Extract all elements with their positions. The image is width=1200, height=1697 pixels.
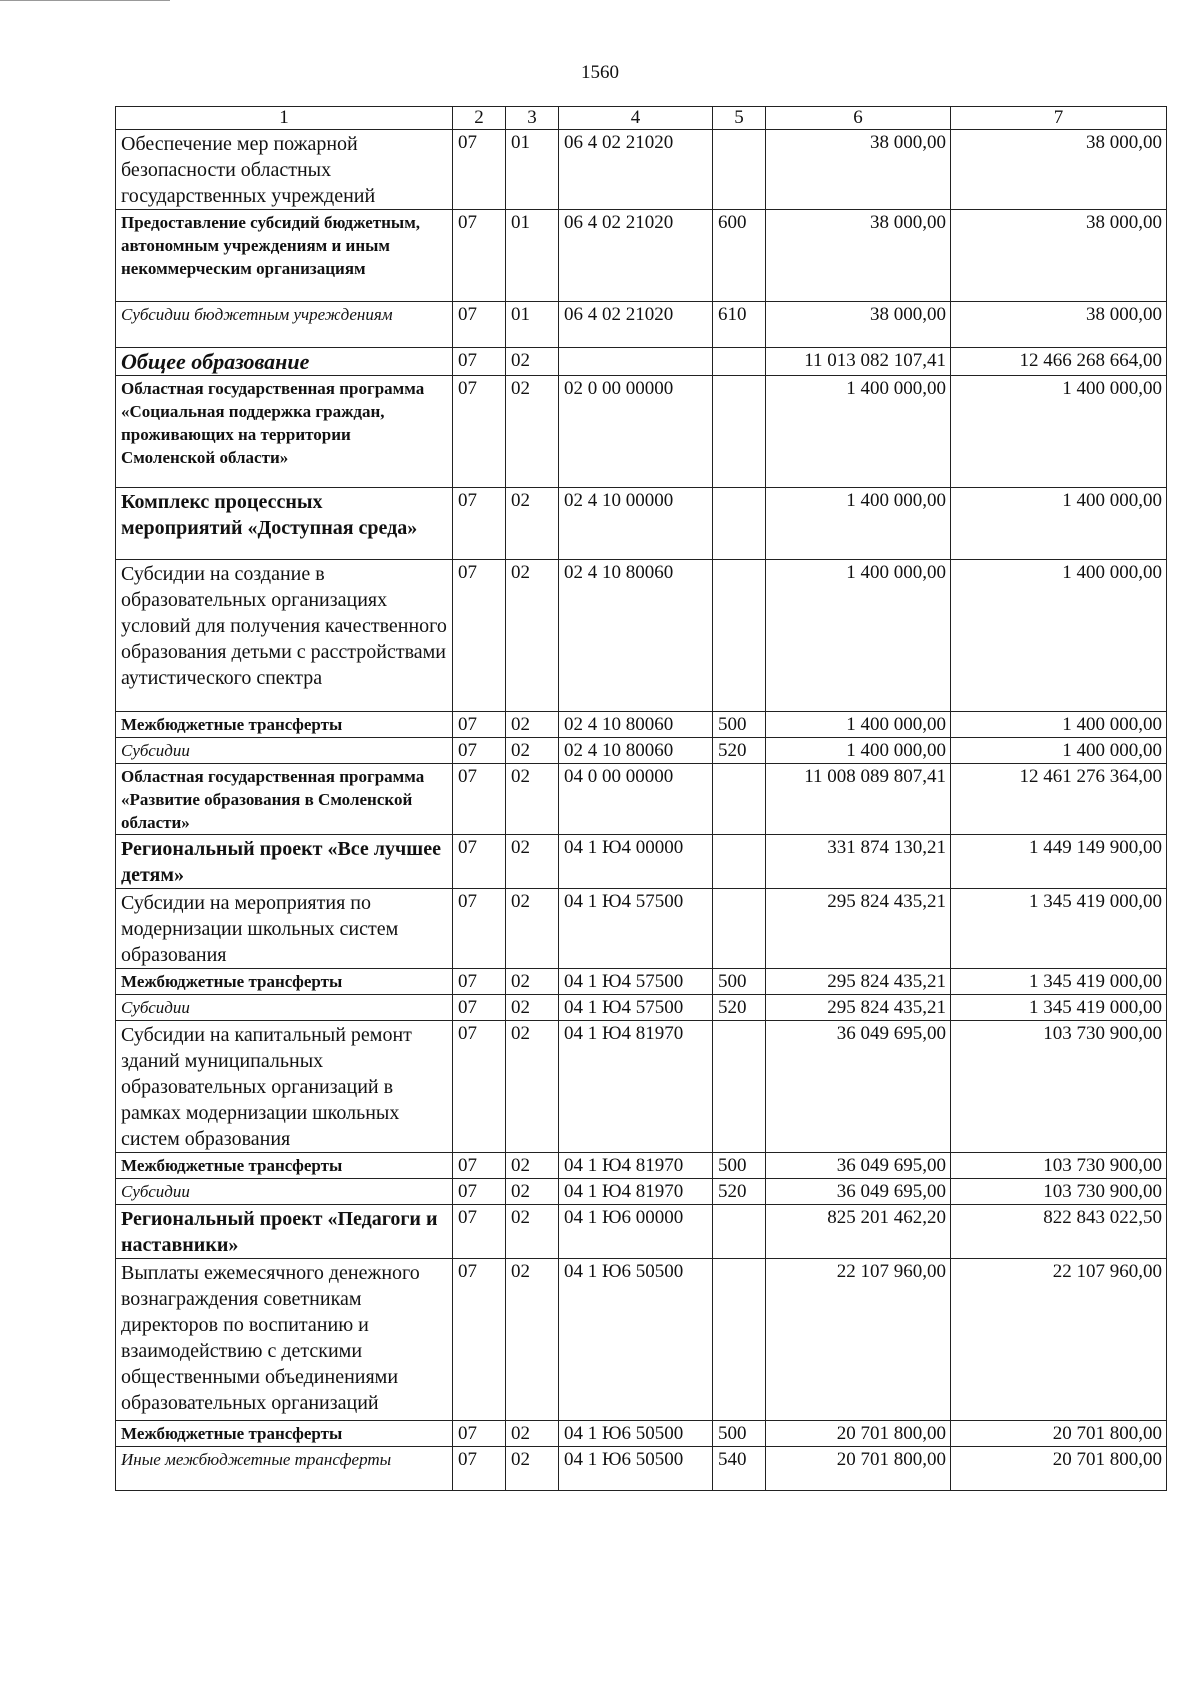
row-name-cell: Субсидии bbox=[116, 738, 453, 764]
row-expense-type-cell: 520 bbox=[713, 1179, 766, 1205]
row-target-article-cell: 02 0 00 00000 bbox=[559, 376, 713, 488]
table-row bbox=[116, 302, 1167, 348]
row-amount-year2-cell: 38 000,00 bbox=[951, 130, 1167, 210]
row-target-article-cell: 02 4 10 80060 bbox=[559, 712, 713, 738]
row-subsection-cell: 02 bbox=[506, 560, 559, 712]
table-row bbox=[116, 738, 1167, 764]
row-target-article-cell bbox=[559, 348, 713, 376]
row-section-cell: 07 bbox=[453, 1259, 506, 1421]
table-row bbox=[116, 764, 1167, 835]
table-row bbox=[116, 210, 1167, 302]
row-subsection-cell: 02 bbox=[506, 1179, 559, 1205]
row-amount-year2-cell: 103 730 900,00 bbox=[951, 1179, 1167, 1205]
row-amount-year2-cell: 1 345 419 000,00 bbox=[951, 889, 1167, 969]
row-amount-year1-cell: 295 824 435,21 bbox=[766, 889, 951, 969]
row-name-cell: Комплекс процессных мероприятий «Доступная среда» bbox=[116, 488, 453, 560]
row-amount-year1-cell: 20 701 800,00 bbox=[766, 1447, 951, 1491]
row-amount-year1-cell: 825 201 462,20 bbox=[766, 1205, 951, 1259]
table-row bbox=[116, 995, 1167, 1021]
row-subsection-cell: 02 bbox=[506, 889, 559, 969]
row-name-cell: Субсидии бюджетным учреждениям bbox=[116, 302, 453, 348]
row-section-cell: 07 bbox=[453, 348, 506, 376]
row-expense-type-cell bbox=[713, 488, 766, 560]
row-target-article-cell: 04 1 Ю4 81970 bbox=[559, 1153, 713, 1179]
row-name-cell: Общее образование bbox=[116, 348, 453, 376]
row-expense-type-cell bbox=[713, 889, 766, 969]
row-target-article-cell: 04 1 Ю4 57500 bbox=[559, 889, 713, 969]
row-amount-year1-cell: 1 400 000,00 bbox=[766, 738, 951, 764]
row-amount-year1-cell: 11 013 082 107,41 bbox=[766, 348, 951, 376]
row-section-cell: 07 bbox=[453, 738, 506, 764]
row-amount-year1-cell: 11 008 089 807,41 bbox=[766, 764, 951, 835]
row-subsection-cell: 01 bbox=[506, 210, 559, 302]
table-row bbox=[116, 1421, 1167, 1447]
row-target-article-cell: 04 1 Ю4 57500 bbox=[559, 995, 713, 1021]
row-amount-year2-cell: 1 400 000,00 bbox=[951, 376, 1167, 488]
row-subsection-cell: 02 bbox=[506, 1021, 559, 1153]
row-amount-year2-cell: 1 400 000,00 bbox=[951, 738, 1167, 764]
row-amount-year2-cell: 1 345 419 000,00 bbox=[951, 969, 1167, 995]
row-subsection-cell: 02 bbox=[506, 764, 559, 835]
row-target-article-cell: 04 1 Ю6 50500 bbox=[559, 1259, 713, 1421]
row-name-cell: Региональный проект «Все лучшее детям» bbox=[116, 835, 453, 889]
row-name-cell: Субсидии bbox=[116, 1179, 453, 1205]
row-target-article-cell: 04 1 Ю4 81970 bbox=[559, 1021, 713, 1153]
row-expense-type-cell: 500 bbox=[713, 712, 766, 738]
table-row bbox=[116, 1021, 1167, 1153]
row-subsection-cell: 02 bbox=[506, 488, 559, 560]
table-row bbox=[116, 130, 1167, 210]
row-section-cell: 07 bbox=[453, 1021, 506, 1153]
row-expense-type-cell bbox=[713, 764, 766, 835]
row-target-article-cell: 04 1 Ю6 50500 bbox=[559, 1447, 713, 1491]
row-expense-type-cell bbox=[713, 348, 766, 376]
row-amount-year2-cell: 1 449 149 900,00 bbox=[951, 835, 1167, 889]
row-section-cell: 07 bbox=[453, 560, 506, 712]
row-expense-type-cell bbox=[713, 130, 766, 210]
row-subsection-cell: 02 bbox=[506, 712, 559, 738]
row-amount-year1-cell: 1 400 000,00 bbox=[766, 712, 951, 738]
row-subsection-cell: 02 bbox=[506, 1447, 559, 1491]
row-amount-year1-cell: 36 049 695,00 bbox=[766, 1153, 951, 1179]
row-amount-year1-cell: 295 824 435,21 bbox=[766, 969, 951, 995]
header-col-1: 1 bbox=[116, 107, 453, 130]
row-subsection-cell: 01 bbox=[506, 302, 559, 348]
table-row bbox=[116, 712, 1167, 738]
row-target-article-cell: 04 1 Ю4 81970 bbox=[559, 1179, 713, 1205]
row-amount-year2-cell: 103 730 900,00 bbox=[951, 1021, 1167, 1153]
row-expense-type-cell: 610 bbox=[713, 302, 766, 348]
header-col-5: 5 bbox=[713, 107, 766, 130]
table-row bbox=[116, 1259, 1167, 1421]
row-section-cell: 07 bbox=[453, 764, 506, 835]
row-amount-year2-cell: 1 345 419 000,00 bbox=[951, 995, 1167, 1021]
row-amount-year1-cell: 22 107 960,00 bbox=[766, 1259, 951, 1421]
row-expense-type-cell: 500 bbox=[713, 1153, 766, 1179]
row-name-cell: Обеспечение мер пожарной безопасности областных государственных учреждений bbox=[116, 130, 453, 210]
row-amount-year2-cell: 1 400 000,00 bbox=[951, 712, 1167, 738]
row-amount-year1-cell: 36 049 695,00 bbox=[766, 1021, 951, 1153]
header-col-3: 3 bbox=[506, 107, 559, 130]
table-row bbox=[116, 488, 1167, 560]
table-row bbox=[116, 1447, 1167, 1491]
row-subsection-cell: 02 bbox=[506, 1259, 559, 1421]
row-target-article-cell: 04 1 Ю6 00000 bbox=[559, 1205, 713, 1259]
row-section-cell: 07 bbox=[453, 488, 506, 560]
row-expense-type-cell bbox=[713, 1205, 766, 1259]
header-col-4: 4 bbox=[559, 107, 713, 130]
table-row bbox=[116, 1205, 1167, 1259]
row-expense-type-cell bbox=[713, 376, 766, 488]
row-expense-type-cell bbox=[713, 1021, 766, 1153]
row-amount-year1-cell: 20 701 800,00 bbox=[766, 1421, 951, 1447]
row-amount-year2-cell: 103 730 900,00 bbox=[951, 1153, 1167, 1179]
row-name-cell: Межбюджетные трансферты bbox=[116, 969, 453, 995]
row-amount-year2-cell: 22 107 960,00 bbox=[951, 1259, 1167, 1421]
row-subsection-cell: 02 bbox=[506, 1421, 559, 1447]
row-name-cell: Межбюджетные трансферты bbox=[116, 1421, 453, 1447]
row-amount-year2-cell: 1 400 000,00 bbox=[951, 560, 1167, 712]
header-row bbox=[116, 107, 1167, 130]
row-name-cell: Межбюджетные трансферты bbox=[116, 712, 453, 738]
row-amount-year2-cell: 38 000,00 bbox=[951, 302, 1167, 348]
row-amount-year1-cell: 36 049 695,00 bbox=[766, 1179, 951, 1205]
row-expense-type-cell bbox=[713, 560, 766, 712]
row-section-cell: 07 bbox=[453, 1205, 506, 1259]
budget-table bbox=[115, 106, 1167, 1491]
row-name-cell: Региональный проект «Педагоги и наставники» bbox=[116, 1205, 453, 1259]
row-amount-year2-cell: 12 461 276 364,00 bbox=[951, 764, 1167, 835]
row-amount-year1-cell: 1 400 000,00 bbox=[766, 560, 951, 712]
row-section-cell: 07 bbox=[453, 835, 506, 889]
row-target-article-cell: 04 1 Ю4 00000 bbox=[559, 835, 713, 889]
row-target-article-cell: 02 4 10 80060 bbox=[559, 560, 713, 712]
row-name-cell: Иные межбюджетные трансферты bbox=[116, 1447, 453, 1491]
row-subsection-cell: 02 bbox=[506, 835, 559, 889]
table-row bbox=[116, 969, 1167, 995]
row-amount-year1-cell: 331 874 130,21 bbox=[766, 835, 951, 889]
row-expense-type-cell bbox=[713, 835, 766, 889]
row-name-cell: Выплаты ежемесячного денежного вознаграждения советникам директоров по воспитанию и взаимодействию с детскими общественными объединениями образовательных организаций bbox=[116, 1259, 453, 1421]
row-name-cell: Областная государственная программа «Развитие образования в Смоленской области» bbox=[116, 764, 453, 835]
row-expense-type-cell: 520 bbox=[713, 995, 766, 1021]
row-amount-year1-cell: 38 000,00 bbox=[766, 210, 951, 302]
row-subsection-cell: 02 bbox=[506, 969, 559, 995]
table-row bbox=[116, 560, 1167, 712]
row-section-cell: 07 bbox=[453, 995, 506, 1021]
row-target-article-cell: 06 4 02 21020 bbox=[559, 210, 713, 302]
row-target-article-cell: 06 4 02 21020 bbox=[559, 130, 713, 210]
row-amount-year1-cell: 38 000,00 bbox=[766, 302, 951, 348]
table-row bbox=[116, 376, 1167, 488]
row-section-cell: 07 bbox=[453, 130, 506, 210]
row-section-cell: 07 bbox=[453, 302, 506, 348]
row-section-cell: 07 bbox=[453, 210, 506, 302]
scan-mark bbox=[0, 0, 170, 1]
table-row bbox=[116, 889, 1167, 969]
row-target-article-cell: 04 0 00 00000 bbox=[559, 764, 713, 835]
table-row bbox=[116, 348, 1167, 376]
row-expense-type-cell: 500 bbox=[713, 1421, 766, 1447]
row-amount-year2-cell: 1 400 000,00 bbox=[951, 488, 1167, 560]
row-section-cell: 07 bbox=[453, 712, 506, 738]
row-name-cell: Межбюджетные трансферты bbox=[116, 1153, 453, 1179]
row-expense-type-cell: 500 bbox=[713, 969, 766, 995]
table-row bbox=[116, 835, 1167, 889]
row-name-cell: Предоставление субсидий бюджетным, автономным учреждениям и иным некоммерческим организациям bbox=[116, 210, 453, 302]
row-target-article-cell: 04 1 Ю4 57500 bbox=[559, 969, 713, 995]
row-section-cell: 07 bbox=[453, 889, 506, 969]
row-name-cell: Субсидии на создание в образовательных организациях условий для получения качественного образования детьми с расстройствами аутистического спектра bbox=[116, 560, 453, 712]
page-number: 1560 bbox=[581, 62, 619, 83]
row-amount-year2-cell: 20 701 800,00 bbox=[951, 1447, 1167, 1491]
row-section-cell: 07 bbox=[453, 969, 506, 995]
table-row bbox=[116, 1153, 1167, 1179]
row-section-cell: 07 bbox=[453, 376, 506, 488]
row-section-cell: 07 bbox=[453, 1447, 506, 1491]
row-subsection-cell: 02 bbox=[506, 1205, 559, 1259]
header-col-6: 6 bbox=[766, 107, 951, 130]
row-subsection-cell: 02 bbox=[506, 1153, 559, 1179]
row-name-cell: Субсидии на капитальный ремонт зданий муниципальных образовательных организаций в рамках модернизации школьных систем образования bbox=[116, 1021, 453, 1153]
row-subsection-cell: 02 bbox=[506, 376, 559, 488]
row-amount-year2-cell: 12 466 268 664,00 bbox=[951, 348, 1167, 376]
row-amount-year1-cell: 1 400 000,00 bbox=[766, 488, 951, 560]
row-name-cell: Субсидии bbox=[116, 995, 453, 1021]
row-expense-type-cell bbox=[713, 1259, 766, 1421]
row-section-cell: 07 bbox=[453, 1179, 506, 1205]
header-col-2: 2 bbox=[453, 107, 506, 130]
row-amount-year2-cell: 38 000,00 bbox=[951, 210, 1167, 302]
header-col-7: 7 bbox=[951, 107, 1167, 130]
row-subsection-cell: 02 bbox=[506, 738, 559, 764]
row-subsection-cell: 02 bbox=[506, 348, 559, 376]
row-subsection-cell: 01 bbox=[506, 130, 559, 210]
row-amount-year1-cell: 1 400 000,00 bbox=[766, 376, 951, 488]
row-expense-type-cell: 520 bbox=[713, 738, 766, 764]
row-section-cell: 07 bbox=[453, 1421, 506, 1447]
row-name-cell: Субсидии на мероприятия по модернизации школьных систем образования bbox=[116, 889, 453, 969]
table-row bbox=[116, 1179, 1167, 1205]
row-target-article-cell: 06 4 02 21020 bbox=[559, 302, 713, 348]
row-target-article-cell: 02 4 10 80060 bbox=[559, 738, 713, 764]
row-expense-type-cell: 540 bbox=[713, 1447, 766, 1491]
row-target-article-cell: 04 1 Ю6 50500 bbox=[559, 1421, 713, 1447]
row-target-article-cell: 02 4 10 00000 bbox=[559, 488, 713, 560]
row-amount-year2-cell: 20 701 800,00 bbox=[951, 1421, 1167, 1447]
row-section-cell: 07 bbox=[453, 1153, 506, 1179]
row-expense-type-cell: 600 bbox=[713, 210, 766, 302]
row-name-cell: Областная государственная программа «Социальная поддержка граждан, проживающих на территории Смоленской области» bbox=[116, 376, 453, 488]
row-subsection-cell: 02 bbox=[506, 995, 559, 1021]
row-amount-year1-cell: 295 824 435,21 bbox=[766, 995, 951, 1021]
row-amount-year2-cell: 822 843 022,50 bbox=[951, 1205, 1167, 1259]
row-amount-year1-cell: 38 000,00 bbox=[766, 130, 951, 210]
